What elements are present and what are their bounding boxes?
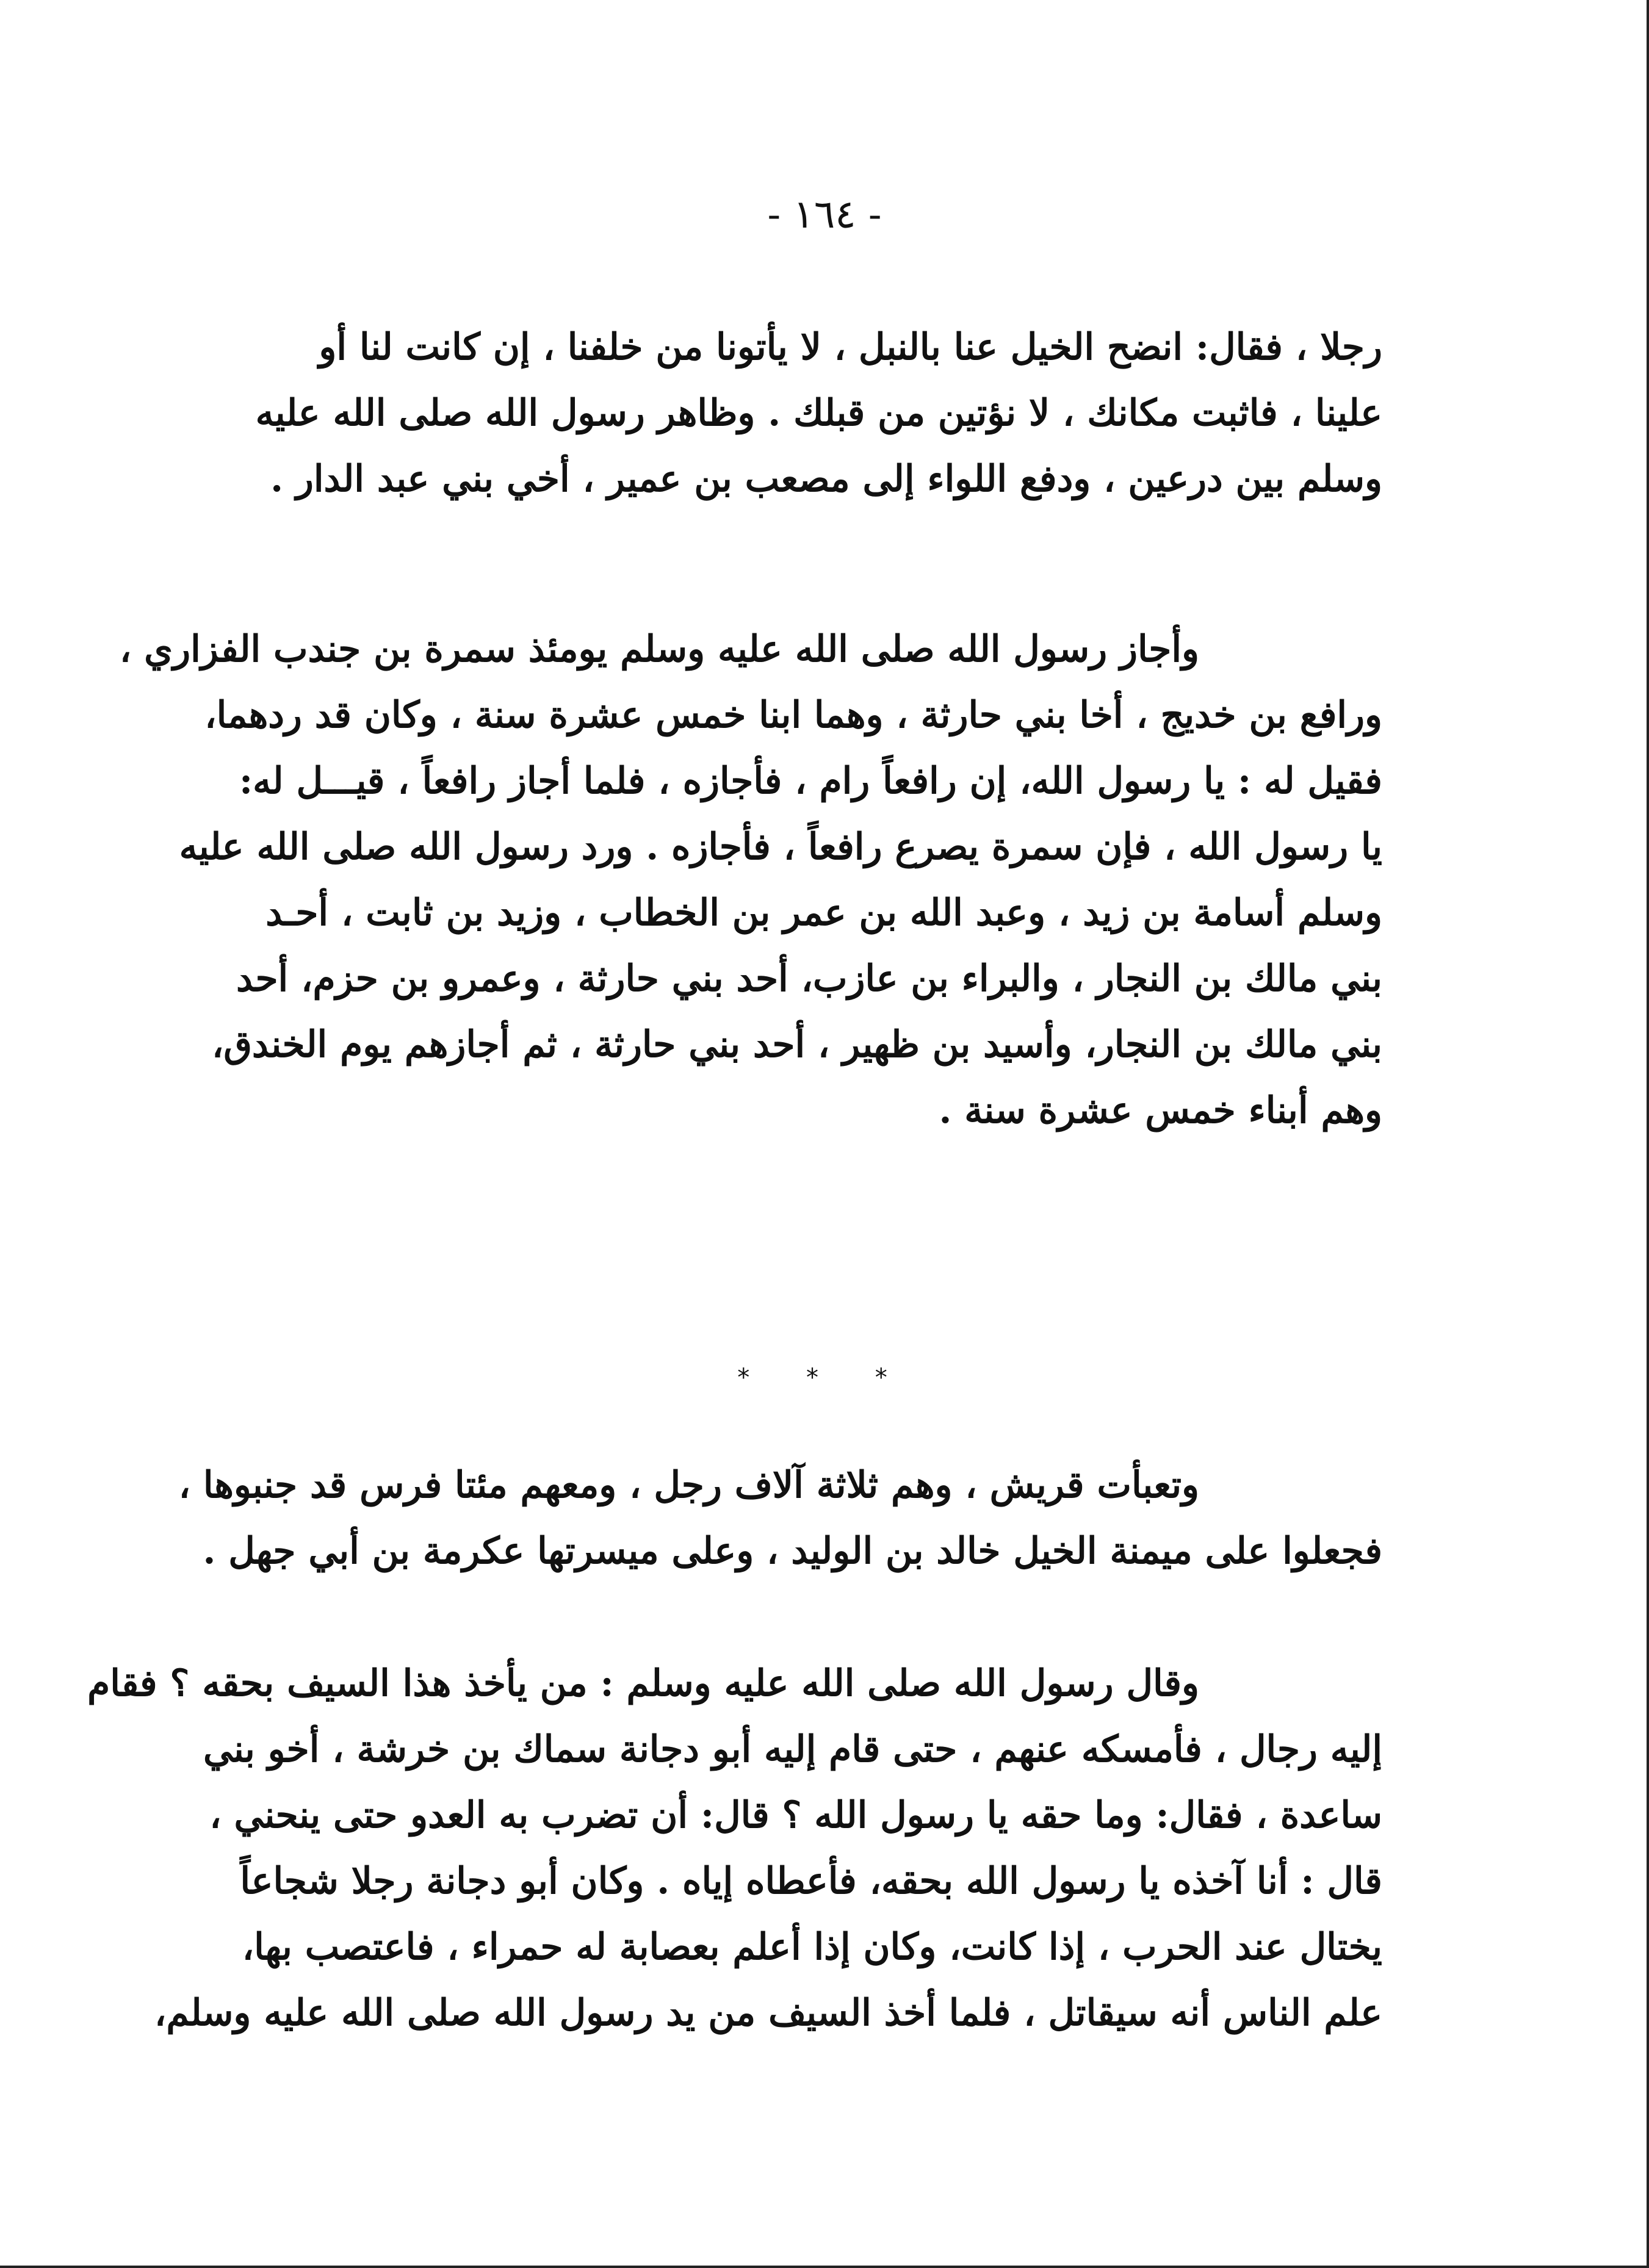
text-line: وسلم أسامة بن زيد ، وعبد الله بن عمر بن الخطاب ، وزيد بن ثابت ، أحـد: [265, 891, 1382, 934]
text-line: ساعدة ، فقال: وما حقه يا رسول الله ؟ قال: أن تضرب به العدو حتى ينحني ،: [209, 1794, 1382, 1837]
text-line: وسلم بين درعين ، ودفع اللواء إلى مصعب بن عمير ، أخي بني عبد الدار .: [270, 458, 1382, 500]
text-line: يختال عند الحرب ، إذا كانت، وكان إذا أعلم بعصابة له حمراء ، فاعتصب بها،: [242, 1926, 1382, 1968]
text-line: وأجاز رسول الله صلى الله عليه وسلم يومئذ سمرة بن جندب الفزاري ،: [119, 628, 1199, 671]
text-line: يا رسول الله ، فإن سمرة يصرع رافعاً ، فأجازه . ورد رسول الله صلى الله عليه: [179, 826, 1382, 868]
text-line: علينا ، فاثبت مكانك ، لا نؤتين من قبلك . وظاهر رسول الله صلى الله عليه: [255, 392, 1382, 434]
text-line: ورافع بن خديج ، أخا بني حارثة ، وهما ابنا خمس عشرة سنة ، وكان قد ردهما،: [204, 694, 1382, 736]
text-line: قال : أنا آخذه يا رسول الله بحقه، فأعطاه إياه . وكان أبو دجانة رجلا شجاعاً: [240, 1860, 1382, 1903]
text-line: فجعلوا على ميمنة الخيل خالد بن الوليد ، وعلى ميسرتها عكرمة بن أبي جهل .: [203, 1530, 1382, 1572]
paragraph-1: [255, 314, 1382, 512]
paragraph-2: [119, 616, 1382, 1143]
section-separator: * * *: [737, 1364, 912, 1392]
paragraph-4: [87, 1651, 1382, 2046]
text-line: بني مالك بن النجار ، والبراء بن عازب، أحد بني حارثة ، وعمرو بن حزم، أحد: [236, 957, 1382, 1000]
text-line: وتعبأت قريش ، وهم ثلاثة آلاف رجل ، ومعهم مئتا فرس قد جنبوها ،: [178, 1464, 1199, 1507]
text-line: رجلا ، فقال: انضح الخيل عنا بالنبل ، لا يأتونا من خلفنا ، إن كانت لنا أو: [319, 326, 1382, 369]
text-line: علم الناس أنه سيقاتل ، فلما أخذ السيف من يد رسول الله صلى الله عليه وسلم،: [154, 1992, 1382, 2034]
text-line: وقال رسول الله صلى الله عليه وسلم : من يأخذ هذا السيف بحقه ؟ فقام: [87, 1662, 1199, 1705]
text-line: وهم أبناء خمس عشرة سنة .: [939, 1089, 1382, 1132]
paragraph-3: [178, 1452, 1382, 1584]
page-right-border: [1647, 0, 1649, 2268]
text-line: فقيل له : يا رسول الله، إن رافعاً رام ، فأجازه ، فلما أجاز رافعاً ، قيـــل له:: [239, 760, 1382, 802]
page-number: - ١٦٤ -: [767, 192, 882, 237]
text-line: إليه رجال ، فأمسكه عنهم ، حتى قام إليه أبو دجانة سماك بن خرشة ، أخو بني: [203, 1728, 1382, 1771]
page-bottom-border: [0, 2266, 1649, 2268]
text-line: بني مالك بن النجار، وأسيد بن ظهير ، أحد بني حارثة ، ثم أجازهم يوم الخندق،: [212, 1023, 1382, 1066]
